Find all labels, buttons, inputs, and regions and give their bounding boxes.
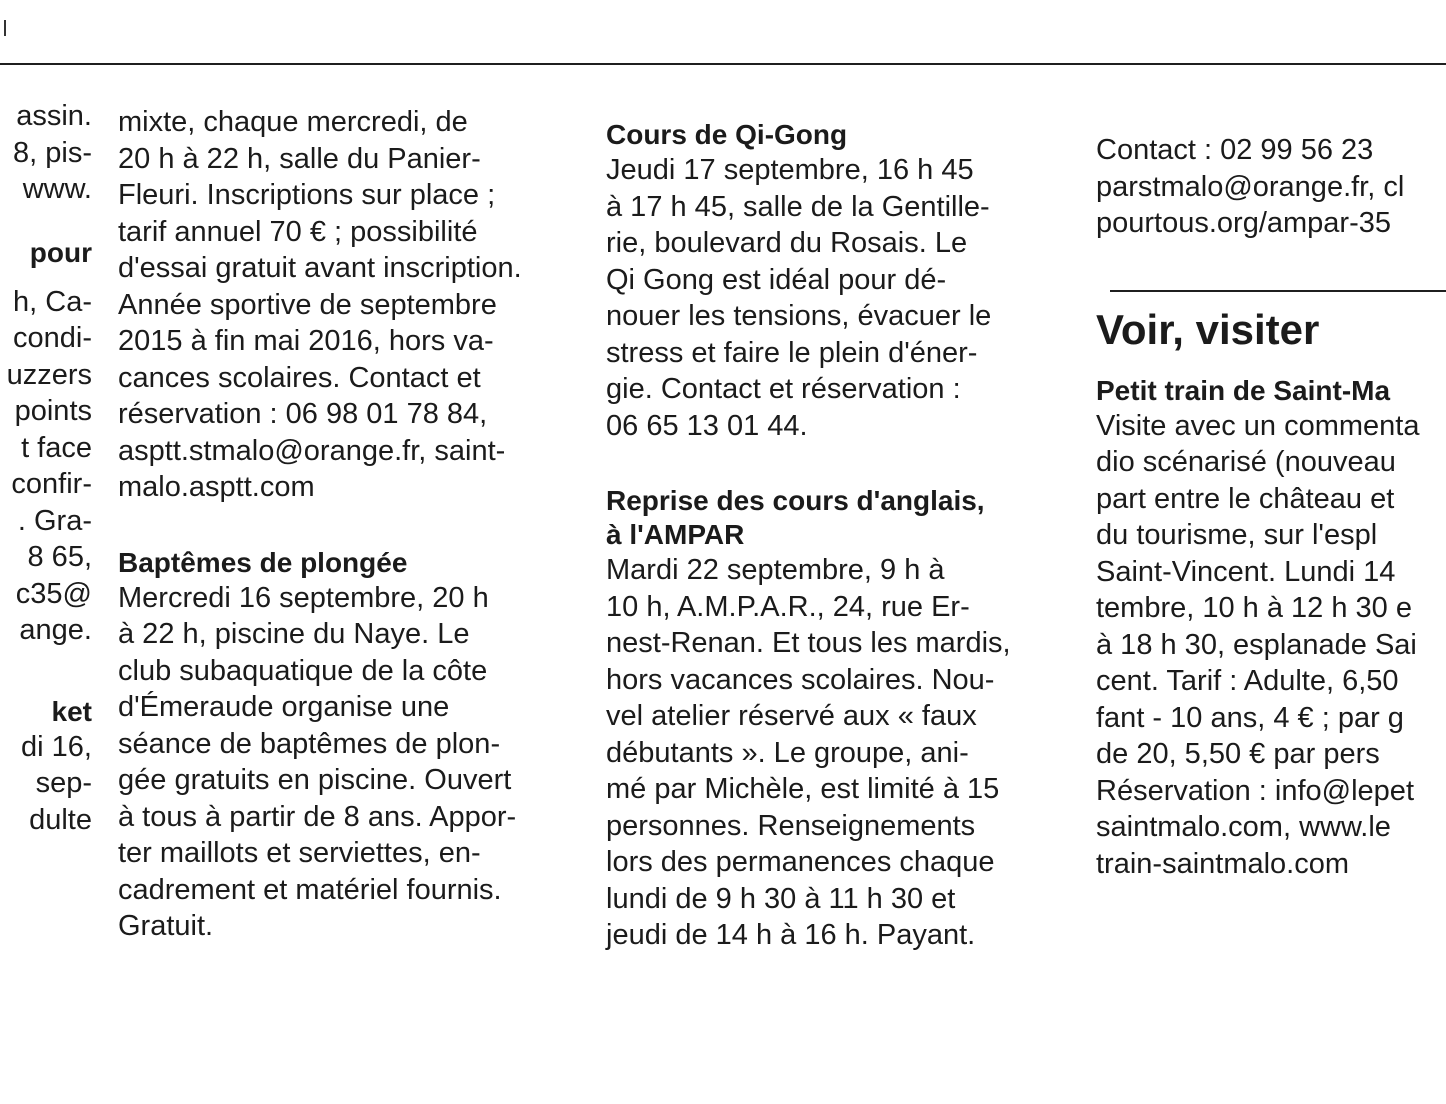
text-line: réservation : 06 98 01 78 84, xyxy=(118,398,488,430)
text-line: h, Ca- xyxy=(13,285,92,318)
column-courses xyxy=(606,118,1011,954)
article-heading: Baptêmes de plongée xyxy=(118,546,408,578)
text-line: assin. xyxy=(16,100,92,132)
text-line: vel atelier réservé aux « faux xyxy=(606,700,977,732)
text-line: mixte, chaque mercredi, de xyxy=(118,106,468,138)
text-line: ange. xyxy=(19,614,92,646)
article-heading: Cours de Qi-Gong xyxy=(606,119,848,150)
text-line: séance de baptêmes de plon- xyxy=(118,727,501,760)
text-line: t face xyxy=(21,431,92,464)
text-line: du tourisme, sur l'espl xyxy=(1096,519,1378,551)
column-sports xyxy=(118,104,522,945)
text-line: à 22 h, piscine du Naye. Le xyxy=(118,618,470,650)
text-line: parstmalo@orange.fr, cl xyxy=(1096,170,1405,203)
text-line: www. xyxy=(22,173,92,205)
text-line: nouer les tensions, évacuer le xyxy=(606,300,992,332)
column-cropped-right xyxy=(1096,132,1446,882)
text-line: lors des permanences chaque xyxy=(606,846,995,878)
text-line: pourtous.org/ampar-35 xyxy=(1096,207,1391,239)
text-line: club subaquatique de la côte xyxy=(118,654,488,687)
text-line: de 20, 5,50 € par pers xyxy=(1096,738,1380,770)
text-line: Jeudi 17 septembre, 16 h 45 xyxy=(606,154,974,186)
text-line: tembre, 10 h à 12 h 30 e xyxy=(1096,592,1412,624)
text-line: cent. Tarif : Adulte, 6,50 xyxy=(1096,665,1399,697)
text-line: confir- xyxy=(11,468,92,500)
text-line: cances scolaires. Contact et xyxy=(118,361,481,394)
section-rule xyxy=(1110,290,1446,292)
text-line: jeudi de 14 h à 16 h. Payant. xyxy=(606,919,976,951)
text-line: à 17 h 45, salle de la Gentille- xyxy=(606,190,990,223)
article-heading: pour xyxy=(29,236,92,268)
text-line: 2015 à fin mai 2016, hors va- xyxy=(118,325,494,357)
article-heading: Reprise des cours d'anglais, xyxy=(606,485,985,516)
text-line: 8, pis- xyxy=(13,136,92,169)
text-line: 8 65, xyxy=(27,541,92,573)
text-line: d'Émeraude organise une xyxy=(118,691,450,723)
text-line: part entre le château et xyxy=(1096,482,1395,515)
text-line: 06 65 13 01 44. xyxy=(606,409,808,442)
text-line: d'essai gratuit avant inscription. xyxy=(118,252,522,284)
text-line: rie, boulevard du Rosais. Le xyxy=(606,227,968,259)
text-line: débutants ». Le groupe, ani- xyxy=(606,736,969,769)
text-line: hors vacances scolaires. Nou- xyxy=(606,663,995,696)
text-line: ter maillots et serviettes, en- xyxy=(118,837,481,869)
text-line: dulte xyxy=(29,803,92,836)
text-line: nest-Renan. Et tous les mardis, xyxy=(606,627,1011,659)
text-line: Saint-Vincent. Lundi 14 xyxy=(1096,555,1396,588)
text-line: mé par Michèle, est limité à 15 xyxy=(606,773,1000,805)
text-line: Mardi 22 septembre, 9 h à xyxy=(606,554,945,586)
text-line: train-saintmalo.com xyxy=(1096,847,1350,880)
text-line: dio scénarisé (nouveau xyxy=(1096,446,1396,478)
text-line: 20 h à 22 h, salle du Panier- xyxy=(118,142,481,175)
text-line: c35@ xyxy=(15,577,92,610)
text-line: saintmalo.com, www.le xyxy=(1096,811,1391,843)
section-title: Voir, visiter xyxy=(1096,305,1320,353)
text-line: points xyxy=(14,395,92,427)
text-line: sep- xyxy=(35,767,92,799)
article-heading: à l'AMPAR xyxy=(606,519,745,550)
text-line: Gratuit. xyxy=(118,910,214,942)
article-heading: Petit train de Saint-Ma xyxy=(1096,374,1391,406)
text-line: condi- xyxy=(13,322,92,354)
text-line: à tous à partir de 8 ans. Appor- xyxy=(118,800,517,833)
text-line: cadrement et matériel fournis. xyxy=(118,873,502,906)
text-line: Fleuri. Inscriptions sur place ; xyxy=(118,179,496,211)
text-line: personnes. Renseignements xyxy=(606,809,976,842)
text-line: uzzers xyxy=(6,358,92,391)
text-line: Année sportive de septembre xyxy=(118,288,497,321)
margin-mark xyxy=(4,20,6,36)
text-line: Qi Gong est idéal pour dé- xyxy=(606,263,947,296)
top-rule xyxy=(0,63,1446,65)
text-line: Visite avec un commenta xyxy=(1096,409,1420,442)
text-line: à 18 h 30, esplanade Sai xyxy=(1096,628,1417,661)
text-line: gie. Contact et réservation : xyxy=(606,373,961,405)
text-line: . Gra- xyxy=(17,504,92,537)
text-line: malo.asptt.com xyxy=(118,471,315,503)
text-line: stress et faire le plein d'éner- xyxy=(606,336,978,369)
text-line: lundi de 9 h 30 à 11 h 30 et xyxy=(606,882,956,915)
text-line: Réservation : info@lepet xyxy=(1096,774,1414,807)
text-line: fant - 10 ans, 4 € ; par g xyxy=(1096,701,1404,734)
column-cropped-left xyxy=(0,98,98,838)
text-line: tarif annuel 70 € ; possibilité xyxy=(118,215,478,248)
text-line: 10 h, A.M.P.A.R., 24, rue Er- xyxy=(606,590,970,623)
text-line: Mercredi 16 septembre, 20 h xyxy=(118,581,489,614)
text-line: Contact : 02 99 56 23 xyxy=(1096,134,1374,166)
text-line: di 16, xyxy=(21,730,92,763)
text-line: asptt.stmalo@orange.fr, saint- xyxy=(118,434,506,467)
text-line: gée gratuits en piscine. Ouvert xyxy=(118,764,512,796)
article-heading: ket xyxy=(51,695,92,727)
